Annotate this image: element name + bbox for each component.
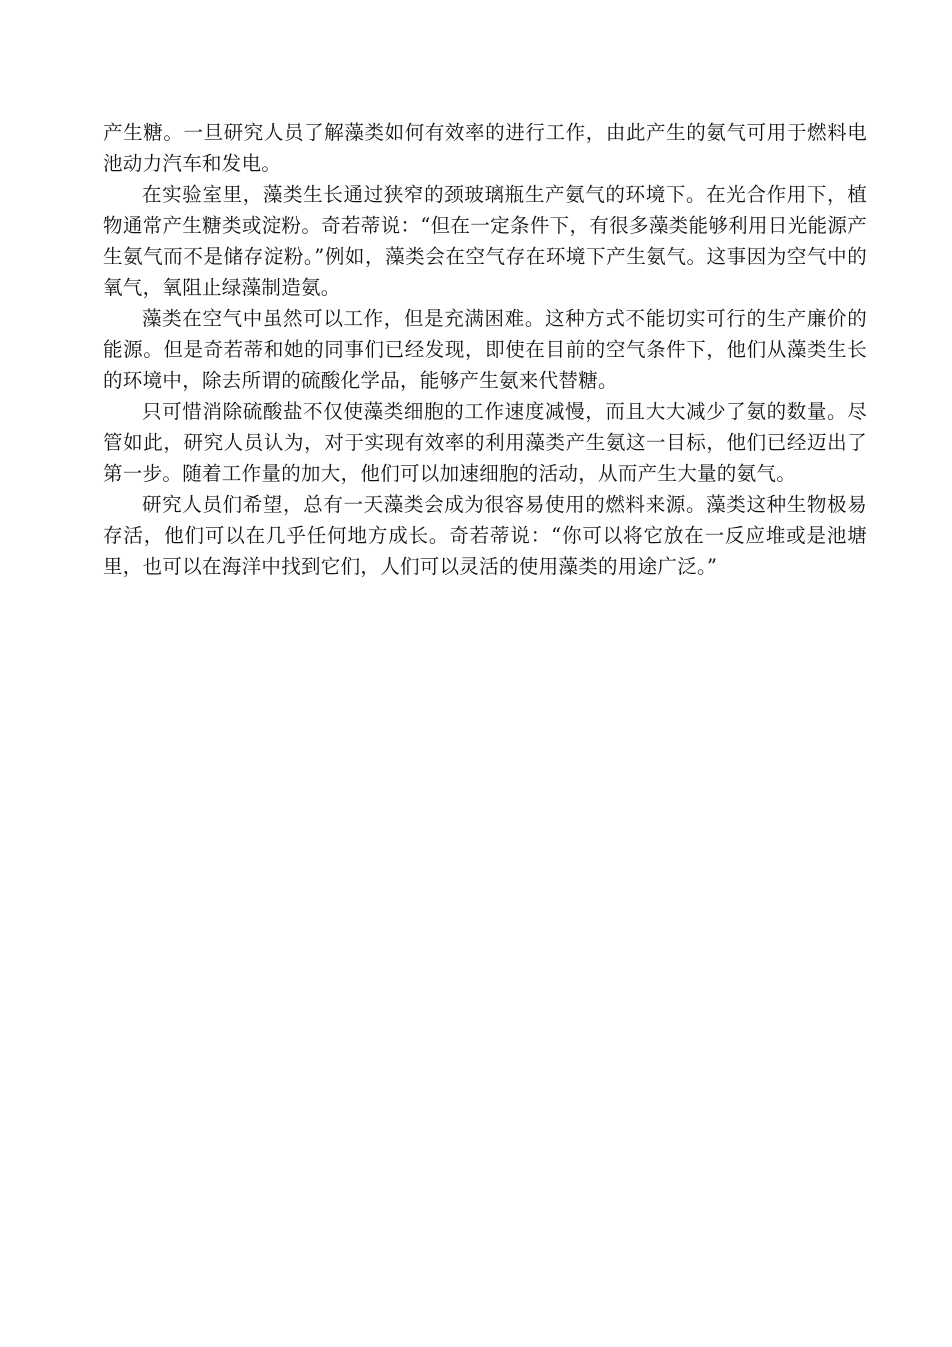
paragraph-sulfate-removal: 只可惜消除硫酸盐不仅使藻类细胞的工作速度减慢，而且大大减少了氨的数量。尽管如此，研究人员认为，对于实现有效率的利用藻类产生氨这一目标，他们已经迈出了第一步。随着工作量的加大，他们可以加速细胞的活动，从而产生大量的氨气。 — [103, 400, 867, 485]
article-body — [103, 117, 867, 582]
paragraph-lab-experiment: 在实验室里，藻类生长通过狭窄的颈玻璃瓶生产氨气的环境下。在光合作用下，植物通常产生糖类或淀粉。奇若蒂说：“但在一定条件下，有很多藻类能够利用日光能源产生氨气而不是储存淀粉。”例如，藻类会在空气存在环境下产生氨气。这事因为空气中的氧气，氧阻止绿藻制造氨。 — [103, 183, 867, 299]
paragraph-continuation: 产生糖。一旦研究人员了解藻类如何有效率的进行工作，由此产生的氨气可用于燃料电池动力汽车和发电。 — [103, 121, 867, 175]
paragraph-air-difficulty: 藻类在空气中虽然可以工作，但是充满困难。这种方式不能切实可行的生产廉价的能源。但是奇若蒂和她的同事们已经发现，即使在目前的空气条件下，他们从藻类生长的环境中，除去所谓的硫酸化学品，能够产生氨来代替糖。 — [103, 307, 867, 392]
paragraph-future-fuel: 研究人员们希望，总有一天藻类会成为很容易使用的燃料来源。藻类这种生物极易存活，他们可以在几乎任何地方成长。奇若蒂说：“你可以将它放在一反应堆或是池塘里，也可以在海洋中找到它们，人们可以灵活的使用藻类的用途广泛。” — [103, 493, 867, 578]
